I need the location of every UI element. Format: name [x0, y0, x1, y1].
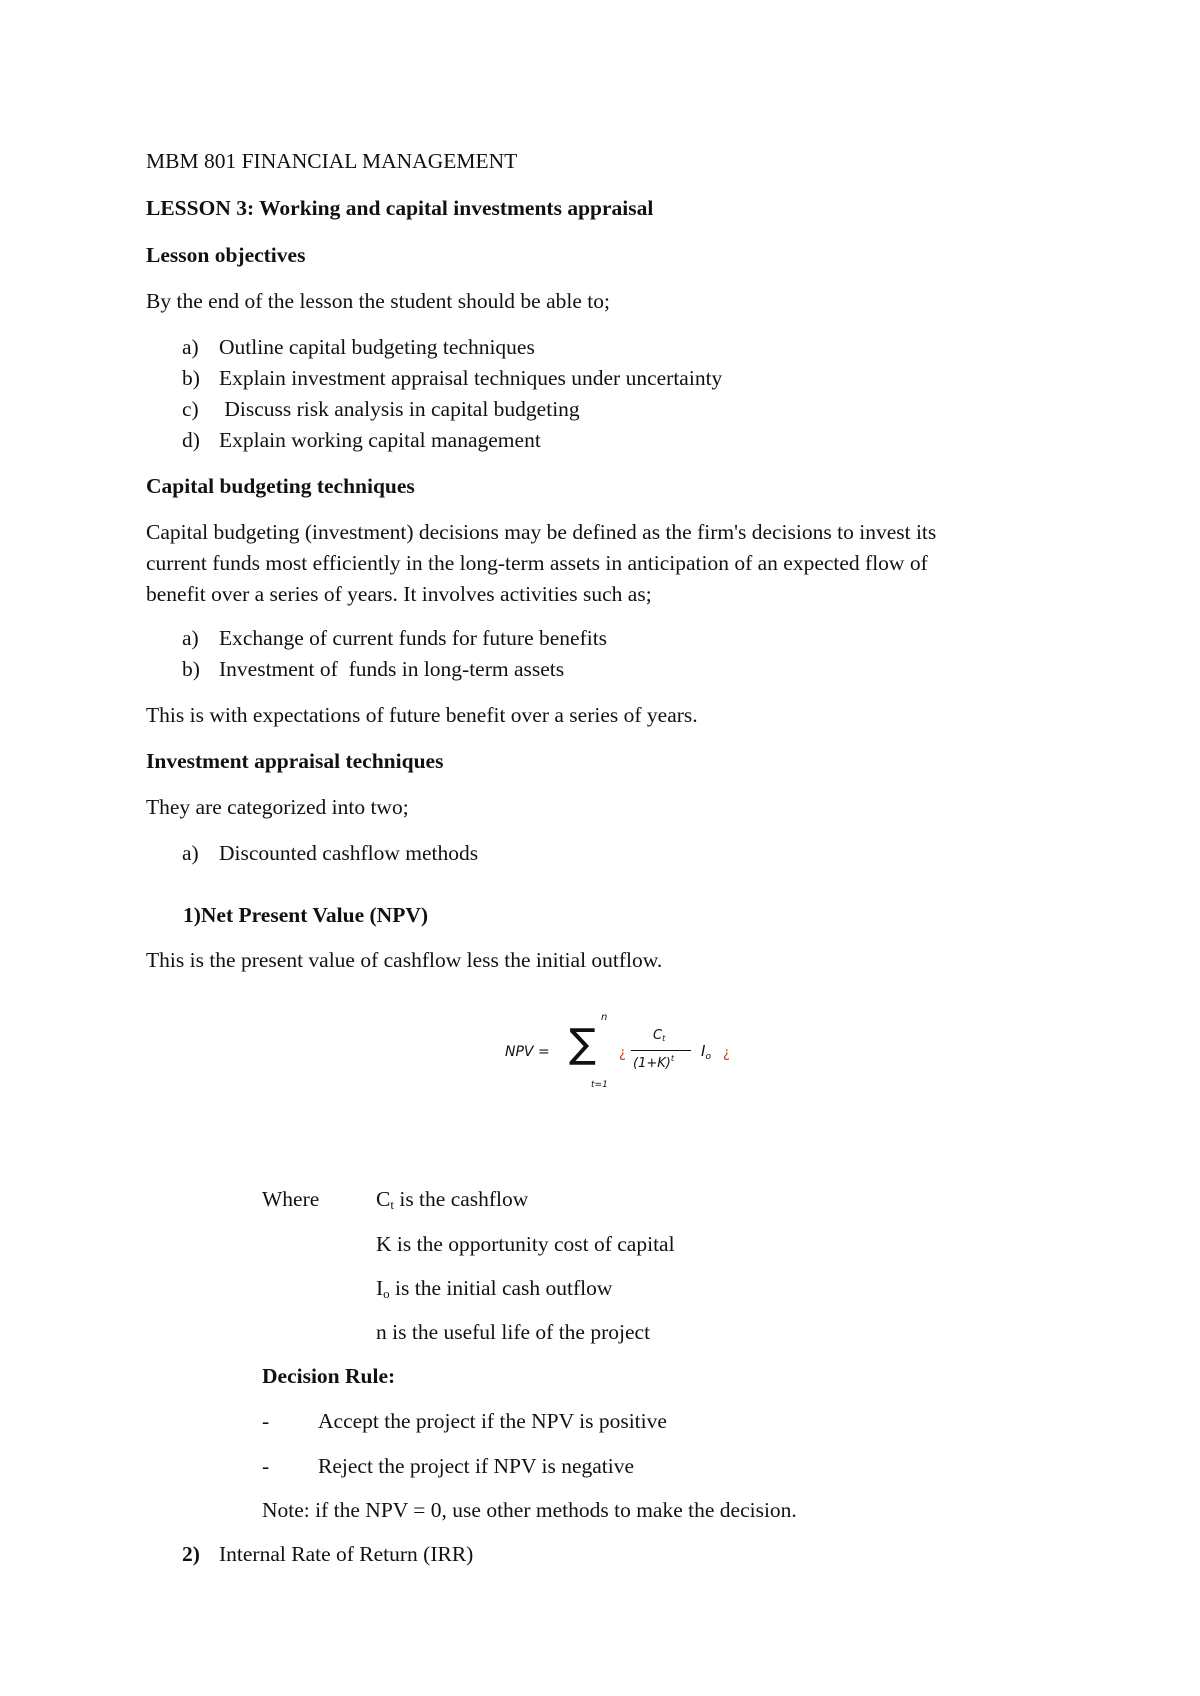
denominator-expression: (1+K) — [633, 1056, 671, 1071]
npv-formula — [505, 1010, 745, 1100]
irr-label: 2) — [182, 1542, 200, 1566]
formula-upper-limit: n — [601, 1012, 608, 1023]
initial-outflow-symbol: I — [701, 1042, 706, 1060]
formula-lhs: NPV = — [505, 1044, 550, 1060]
list-item: Discuss risk analysis in capital budgeting — [219, 397, 580, 421]
decision-rule: Reject the project if NPV is negative — [318, 1454, 635, 1478]
lesson-title: LESSON 3: Working and capital investments appraisal — [146, 196, 654, 220]
list-item-label: a) — [182, 841, 199, 865]
formula-glyph: ¿ — [723, 1046, 730, 1061]
definition-subscript: o — [383, 1286, 390, 1301]
list-item-label: a) — [182, 335, 199, 359]
formula-minus-term — [701, 1042, 711, 1062]
definition-text: n is the useful life of the project — [376, 1320, 651, 1344]
appraisal-intro: They are categorized into two; — [146, 795, 409, 819]
objectives-intro: By the end of the lesson the student should be able to; — [146, 289, 610, 313]
definition-text: K is the opportunity cost of capital — [376, 1232, 675, 1256]
list-item: Exchange of current funds for future benefits — [219, 626, 608, 650]
npv-description: This is the present value of cashflow less the initial outflow. — [146, 948, 663, 972]
course-title: MBM 801 FINANCIAL MANAGEMENT — [146, 149, 518, 173]
decision-note: Note: if the NPV = 0, use other methods to make the decision. — [262, 1498, 797, 1522]
list-item-label: d) — [182, 428, 200, 452]
paragraph-line: benefit over a series of years. It involves activities such as; — [146, 582, 652, 606]
definition-subscript: t — [390, 1197, 394, 1212]
variable-definition — [376, 1184, 528, 1220]
list-item-label: b) — [182, 366, 200, 390]
initial-outflow-subscript: o — [705, 1052, 711, 1062]
list-item: Discounted cashflow methods — [219, 841, 479, 865]
where-label: Where — [262, 1187, 320, 1211]
list-item: Investment of funds in long-term assets — [219, 657, 565, 681]
denominator-exponent: t — [670, 1054, 674, 1063]
list-item: Explain investment appraisal techniques under uncertainty — [219, 366, 723, 390]
appraisal-heading: Investment appraisal techniques — [146, 749, 444, 773]
paragraph-line: current funds most efficiently in the long-term assets in anticipation of an expected flow of — [146, 551, 928, 575]
list-item-label: b) — [182, 657, 200, 681]
variable-definition — [376, 1317, 650, 1347]
paragraph-line: Capital budgeting (investment) decisions may be defined as the firm's decisions to invest its — [146, 520, 937, 544]
definition-text: I — [376, 1276, 384, 1300]
rule-dash: - — [262, 1409, 270, 1433]
numerator-subscript: t — [662, 1034, 666, 1043]
definition-text: is the cashflow — [393, 1187, 529, 1211]
formula-lower-limit: t=1 — [591, 1080, 608, 1090]
list-item: Outline capital budgeting techniques — [219, 335, 535, 359]
objectives-heading: Lesson objectives — [146, 243, 306, 267]
capital-budgeting-heading: Capital budgeting techniques — [146, 474, 415, 498]
sigma-symbol: ∑ — [569, 1021, 596, 1067]
variable-definition — [376, 1273, 612, 1309]
list-item-label: a) — [182, 626, 199, 650]
rule-dash: - — [262, 1454, 270, 1478]
list-item-label: c) — [182, 397, 199, 421]
fraction-bar — [631, 1050, 691, 1051]
definition-text: C — [376, 1187, 391, 1211]
definition-text: is the initial cash outflow — [389, 1276, 613, 1300]
decision-rule-heading: Decision Rule: — [262, 1364, 396, 1388]
formula-glyph: ¿ — [619, 1046, 626, 1061]
formula-denominator — [633, 1054, 674, 1071]
irr-heading: Internal Rate of Return (IRR) — [219, 1542, 474, 1566]
list-item: Explain working capital management — [219, 428, 541, 452]
closing-sentence: This is with expectations of future benefit over a series of years. — [146, 703, 698, 727]
formula-numerator — [653, 1028, 665, 1043]
npv-heading: 1)Net Present Value (NPV) — [183, 903, 429, 927]
variable-definition — [376, 1229, 675, 1259]
decision-rule: Accept the project if the NPV is positive — [318, 1409, 667, 1433]
numerator-symbol: C — [653, 1028, 663, 1043]
